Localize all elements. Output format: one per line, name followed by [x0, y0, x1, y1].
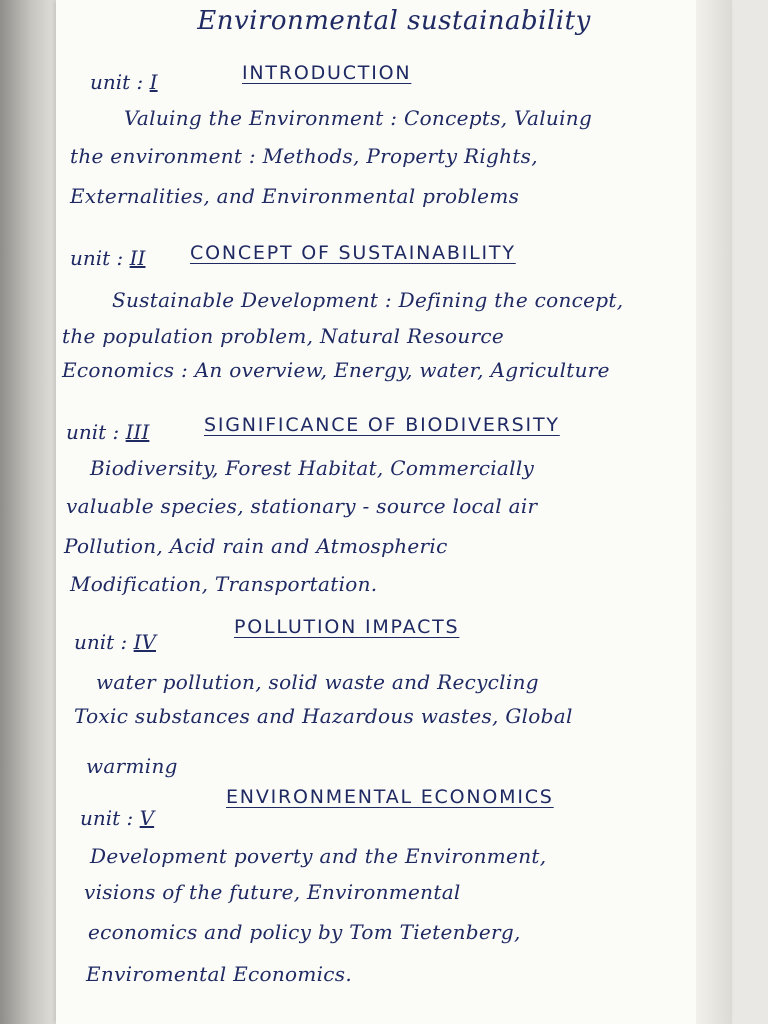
unit-5-label: unit : V [80, 806, 155, 830]
notebook-binding-shadow [0, 0, 56, 1024]
unit-1-line-1: Valuing the Environment : Concepts, Valuing [124, 106, 593, 130]
unit-1-line-3: Externalities, and Environmental problems [70, 184, 520, 208]
unit-4-line-3: warming [86, 754, 178, 778]
unit-4-line-1: water pollution, solid waste and Recycling [96, 670, 539, 694]
unit-3-line-1: Biodiversity, Forest Habitat, Commercially [90, 456, 535, 480]
unit-3-line-2: valuable species, stationary - source local air [66, 494, 538, 518]
unit-3-heading: SIGNIFICANCE OF BIODIVERSITY [204, 414, 560, 436]
unit-5-line-4: Enviromental Economics. [86, 962, 353, 986]
handwritten-page [56, 0, 732, 1024]
unit-5-heading: ENVIRONMENTAL ECONOMICS [226, 786, 554, 808]
unit-2-line-1: Sustainable Development : Defining the concept, [112, 288, 624, 312]
unit-4-number: IV [133, 630, 156, 654]
unit-5-line-2: visions of the future, Environmental [84, 880, 461, 904]
unit-2-line-2: the population problem, Natural Resource [62, 324, 505, 348]
unit-1-label: unit : I [90, 70, 158, 94]
unit-5-line-3: economics and policy by Tom Tietenberg, [88, 920, 521, 944]
unit-3-number: III [125, 420, 150, 444]
unit-5-line-1: Development poverty and the Environment, [90, 844, 547, 868]
unit-4-line-2: Toxic substances and Hazardous wastes, Global [74, 704, 573, 728]
unit-2-number: II [129, 246, 146, 270]
unit-2-line-3: Economics : An overview, Energy, water, Agriculture [62, 358, 610, 382]
unit-5-number: V [139, 806, 155, 830]
unit-1-line-2: the environment : Methods, Property Rights, [70, 144, 538, 168]
unit-3-line-4: Modification, Transportation. [70, 572, 378, 596]
unit-2-label: unit : II [70, 246, 146, 270]
page-edge-shadow [696, 0, 732, 1024]
unit-2-heading: CONCEPT OF SUSTAINABILITY [190, 242, 516, 264]
page-title: Environmental sustainability [197, 6, 591, 36]
unit-3-line-3: Pollution, Acid rain and Atmospheric [64, 534, 448, 558]
unit-4-heading: POLLUTION IMPACTS [234, 616, 460, 638]
unit-1-heading: INTRODUCTION [242, 62, 412, 84]
unit-3-label: unit : III [66, 420, 150, 444]
unit-1-number: I [149, 70, 158, 94]
unit-4-label: unit : IV [74, 630, 156, 654]
